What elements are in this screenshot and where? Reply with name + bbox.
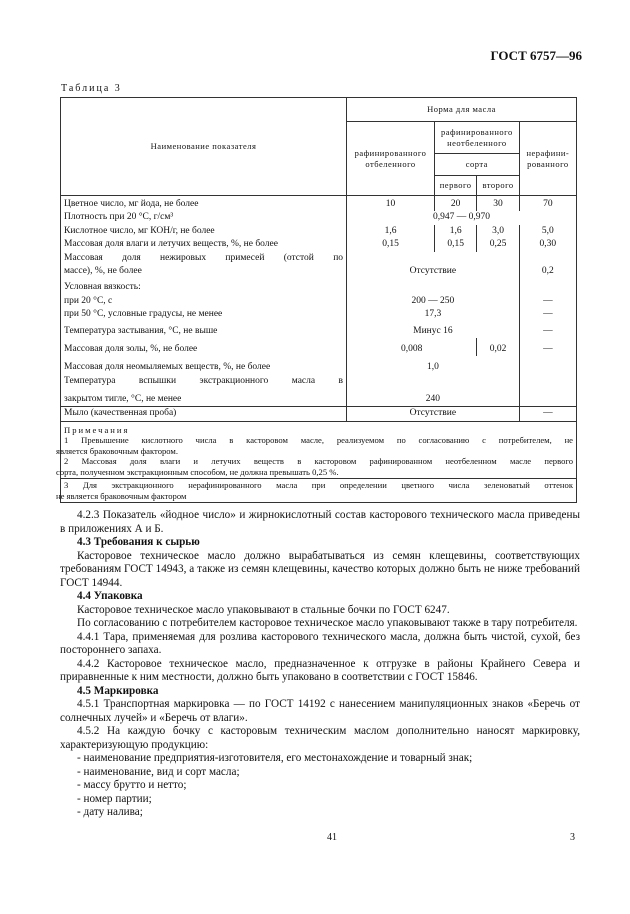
- table-row: при 20 °С, с 200 — 250 —: [61, 295, 577, 308]
- paragraph-4-4a: Касторовое техническое масло упаковывают в стальные бочки по ГОСТ 6247.: [77, 603, 450, 616]
- paragraph-4-4-2: 4.4.2 Касторовое техническое масло, предназначенное к отгрузке в районы Крайнего Севера и приравненные к ним местности, должно быть упаковано в соответствии с ГОСТ 15846.: [60, 657, 580, 683]
- col-header-first: первого: [434, 176, 476, 196]
- table-row: закрытом тигле, °С, не менее 240: [61, 388, 577, 407]
- list-item: - наименование, вид и сорт масла;: [77, 765, 240, 778]
- note-3: 3 Для экстракционного нерафинированного масла при определении цветного числа зеленоватый оттенок: [64, 480, 573, 491]
- list-item: - массу брутто и нетто;: [77, 779, 187, 791]
- paragraph-4-4b: По согласованию с потребителем касторовое техническое масло упаковывают также в тару потребителя.: [77, 617, 578, 629]
- col-header-norm: Норма для масла: [347, 98, 577, 122]
- col-header-refined-bleached: рафинированного отбеленного: [347, 122, 435, 196]
- col-header-second: второго: [477, 176, 519, 196]
- col-header-name: Наименование показателя: [61, 98, 347, 196]
- list-item: - номер партии;: [77, 792, 152, 805]
- heading-4-5: 4.5 Маркировка: [77, 684, 159, 697]
- paragraph-4-2-3: 4.2.3 Показатель «йодное число» и жирнокислотный состав касторового технического масла приведены в приложениях А и Б.: [60, 509, 580, 535]
- list-item: - дату налива;: [77, 806, 143, 818]
- table-row: Температура вспышки экстракционного масла в: [61, 375, 577, 388]
- note-1: 1 Превышение кислотного числа в касторовом масле, реализуемом по согласованию с потребителем, не: [64, 435, 573, 446]
- table-notes: Примечания 1 Превышение кислотного числа в касторовом масле, реализуемом по согласованию с потребителем, не является браковочным фактором. 2 Массовая доля влаги и летучих веществ в касторовом рафинированном неотбеленном масле первого сорта, полученном экстракционным способом, не должна превышать 0,25 %. 3 Для экстракционного нерафинированного масла при определении цветного числа зеленоватый оттенок не является браковочным фактором: [61, 421, 577, 502]
- table-row: Массовая доля неомыляемых веществ, %, не более 1,0: [61, 356, 577, 374]
- table-row: Массовая доля влаги и летучих веществ, %, не более 0,15 0,15 0,25 0,30: [61, 238, 577, 251]
- paragraph-4-5-2: 4.5.2 На каждую бочку с касторовым техническим маслом дополнительно наносят маркировку, характеризующую продукцию:: [60, 725, 580, 751]
- col-header-refined-unbleached: рафинированного неотбеленного: [434, 122, 519, 154]
- table-row: массе), %, не более Отсутствие 0,2: [61, 265, 577, 278]
- document-code: ГОСТ 6757—96: [490, 48, 582, 63]
- page-number-right: 3: [570, 832, 575, 843]
- specs-table: [56, 97, 577, 503]
- heading-4-3: 4.3 Требования к сырью: [77, 536, 200, 548]
- table-row: Условная вязкость:: [61, 278, 577, 294]
- table-row: Мыло (качественная проба) Отсутствие —: [61, 407, 577, 421]
- table-row: при 50 °С, условные градусы, не менее 17,3 —: [61, 308, 577, 321]
- body-text: [60, 509, 580, 820]
- table-row: Плотность при 20 °С, г/см³ 0,947 — 0,970: [61, 211, 577, 224]
- heading-4-4: 4.4 Упаковка: [77, 590, 143, 602]
- list-item: - наименование предприятия-изготовителя, его местонахождение и товарный знак;: [77, 752, 473, 764]
- table-label: Таблица 3: [61, 83, 122, 94]
- table-row: Массовая доля нежировых примесей (отстой по: [61, 252, 577, 265]
- table-row: Температура застывания, °С, не выше Минус 16 —: [61, 322, 577, 338]
- col-header-sort: сорта: [434, 154, 519, 176]
- table-row: Кислотное число, мг КОН/г, не более 1,6 1,6 3,0 5,0: [61, 225, 577, 238]
- page-number: 41: [327, 832, 337, 843]
- note-2: 2 Массовая доля влаги и летучих веществ в касторовом рафинированном неотбеленном масле первого: [64, 456, 573, 467]
- table-row: Массовая доля золы, %, не более 0,008 0,02 —: [61, 338, 577, 356]
- paragraph-4-5-1: 4.5.1 Транспортная маркировка — по ГОСТ 14192 с нанесением манипуляционных знаков «Беречь от солнечных лучей» и «Беречь от влаги».: [60, 698, 580, 724]
- notes-title: Примечания: [64, 424, 130, 435]
- table-row: Цветное число, мг йода, не более 10 20 30 70: [61, 196, 577, 212]
- paragraph-4-3: Касторовое техническое масло должно вырабатываться из семян клещевины, соответствующих требованиям ГОСТ 14943, а также из семян клещевины, качество которых должно быть не ниже требований ГОСТ 14944.: [60, 549, 580, 589]
- col-header-unrefined: нерафини-рованного: [519, 122, 576, 196]
- paragraph-4-4-1: 4.4.1 Тара, применяемая для розлива касторового технического масла, должна быть чистой, сухой, без постороннего запаха.: [60, 630, 580, 656]
